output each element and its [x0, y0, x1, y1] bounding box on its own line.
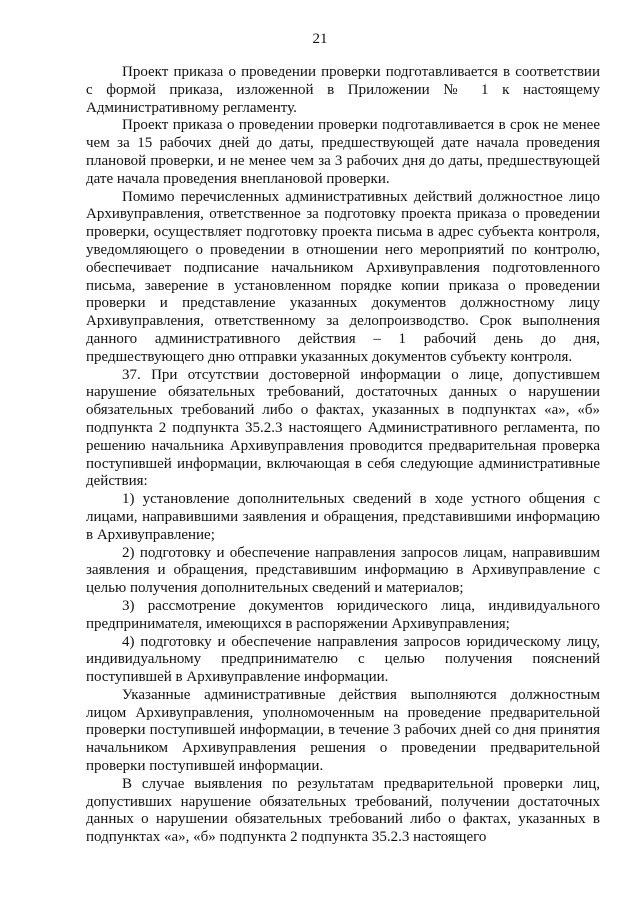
- list-item-3: 3) рассмотрение документов юридического лица, индивидуального предпринимателя, имеющихся в распоряжении Архивуправления;: [86, 597, 600, 632]
- paragraph-actions-deadline: Указанные административные действия выполняются должностным лицом Архивуправления, уполномоченным на проведение предварительной проверки поступившей информации, в течение 3 рабочих дней со дня принятия начальником Архивуправления решения о проведении предварительной проверки поступившей информации.: [86, 686, 600, 775]
- document-body: [86, 64, 600, 847]
- paragraph-order-form: Проект приказа о проведении проверки подготавливается в соответствии с формой приказа, изложенной в Приложении № 1 к настоящему Административному регламенту.: [86, 64, 600, 116]
- list-item-1: 1) установление дополнительных сведений в ходе устного общения с лицами, направившими заявления и обращения, представившими информацию в Архивуправление;: [86, 491, 600, 543]
- list-item-4: 4) подготовку и обеспечение направления запросов юридическому лицу, индивидуальному предпринимателю с целью получения пояснений поступившей в Архивуправление информации.: [86, 633, 600, 686]
- paragraph-preliminary-results: В случае выявления по результатам предварительной проверки лиц, допустивших нарушение обязательных требований, получении достаточных данных о нарушении обязательных требований либо о фактах, указанных в подпунктах «а», «б» подпункта 2 подпункта 35.2.3 настоящего: [86, 775, 600, 846]
- paragraph-item-37: 37. При отсутствии достоверной информации о лице, допустившем нарушение обязательных требований, достаточных данных о нарушении обязательных требований либо о фактах, указанных в подпунктах «а», «б» подпункта 2 подпункта 35.2.3 настоящего Административного регламента, по решению начальника Архивуправления проводится предварительная проверка поступившей информации, включающая в себя следующие административные действия:: [86, 366, 600, 490]
- page-number: 21: [312, 31, 328, 47]
- paragraph-notification-letter: Помимо перечисленных административных действий должностное лицо Архивуправления, ответственное за подготовку проекта приказа о проведении проверки, осуществляет подготовку проекта письма в адрес субъекта контроля, уведомляющего о проведении в отношении него мероприятий по контролю, обеспечивает подписание начальником Архивуправления подготовленного письма, заверение в установленном порядке копии приказа о проведении проверки и представление указанных документов должностному лицу Архивуправления, ответственному за делопроизводство. Срок выполнения данного административного действия – 1 рабочий день до дня, предшествующего дню отправки указанных документов субъекту контроля.: [86, 188, 600, 365]
- list-item-2: 2) подготовку и обеспечение направления запросов лицам, направившим заявления и обращения, представившим информацию в Архивуправление с целью получения дополнительных сведений и материалов;: [86, 544, 600, 597]
- paragraph-order-deadline: Проект приказа о проведении проверки подготавливается в срок не менее чем за 15 рабочих дней до даты, предшествующей дате начала проведения плановой проверки, и не менее чем за 3 рабочих дня до даты, предшествующей дате начала проведения внеплановой проверки.: [86, 117, 600, 187]
